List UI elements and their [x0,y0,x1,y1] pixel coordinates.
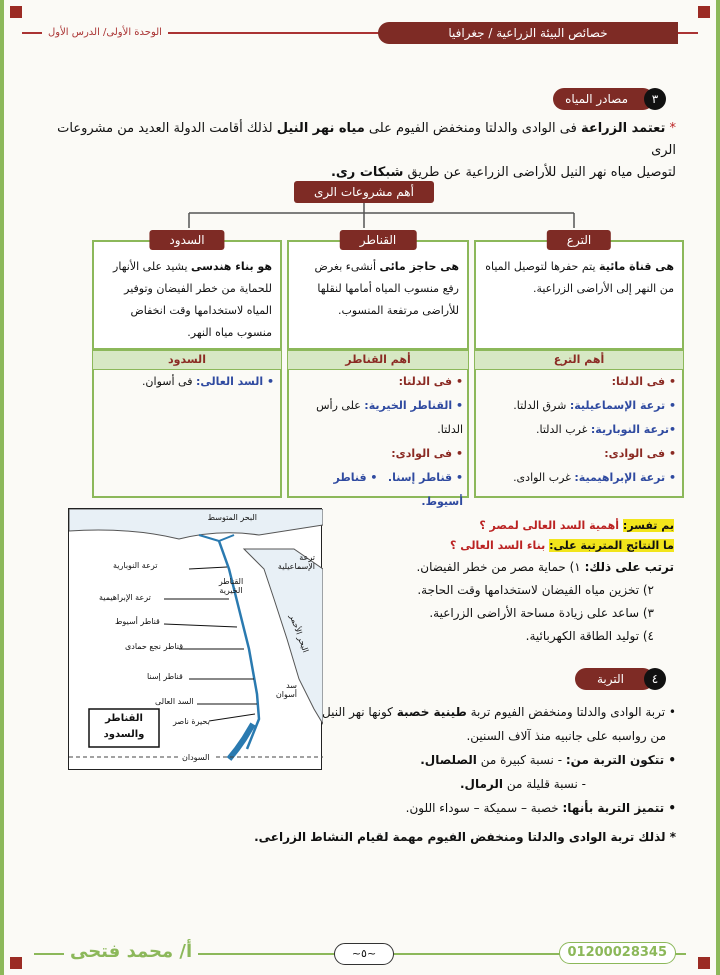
list-value: غرب الدلتا. [536,423,591,436]
list-item [293,466,463,514]
list-key: • السد العالى: [195,375,274,388]
phone-number: 01200028345 [559,942,677,964]
map-label-kheiria: القناطر الخيرية [218,577,244,595]
legend-line: القناطر [105,713,143,724]
map-label-assiut: قناطر أسيوط [115,617,160,626]
def-bold: هى قناة مائية [599,260,674,273]
intro-bold: مياه نهر النيل [276,121,365,136]
question-label: بم تفسر: [622,519,674,532]
section-3-number: ٣ [644,88,666,110]
def-bold: هى حاجز مائى [379,260,459,273]
questions-block [334,516,674,556]
canals-label: الترع [547,230,611,250]
soil-line [306,796,676,820]
list-value: فى أسوان. [141,375,196,388]
intro-text: لذلك أقامت الدولة العديد من مشروعات الرى [57,121,676,158]
list-heading: • فى الدلتا: [398,375,463,388]
intro-bold: تعتمد الزراعة [580,121,666,136]
intro-text: فى الوادى والدلتا ومنخفض الفيوم على [364,121,581,136]
canals-definition [476,242,682,306]
list-key: • القناطر الخيرية: [364,399,463,412]
def-text: يتم حفرها لتوصيل المياه من النهر إلى الأراضى الزراعية. [485,260,674,295]
soil-bold: طينية خصبة [396,705,467,719]
list-item [98,370,274,394]
legend-line: والسدود [103,729,145,740]
soil-line [306,700,676,724]
soil-conclusion: * لذلك تربة الوادى والدلتا ومنخفض الفيوم مهمة لقيام النشاط الزراعى. [254,830,676,844]
list-key: • ترعة الإبراهيمية: [574,471,676,484]
intro-text: لتوصيل مياه نهر النيل للأراضى الزراعية عن طريق [403,165,676,180]
map-label-ibrahimia: ترعة الإبراهيمية [99,593,151,602]
canals-box [474,233,684,350]
soil-text [306,700,676,820]
dams-box [92,233,282,350]
soil-text-part: كونها نهر النيل [321,705,397,719]
list-key: • ترعة الإسماعيلية: [569,399,676,412]
soil-line: من رواسبه على جانبيه منذ آلاف السنين. [466,729,666,743]
map-label-ismailia: ترعة الإسماعيلية [277,553,315,571]
section-4-number: ٤ [644,668,666,690]
soil-line [306,772,676,796]
list-item [480,394,676,418]
map-label-sudan: السودان [179,753,213,762]
consequences-list [334,556,674,648]
page-number: ~٥~ [334,943,394,965]
list-value: غرب الوادى. [513,471,575,484]
list-heading: • فى الوادى: [604,447,676,460]
map-label-nubaria: ترعة النوبارية [113,561,158,570]
map-label-aswan: سد أسوان [275,681,297,699]
projects-title: أهم مشروعات الرى [294,181,434,203]
def-bold: هو بناء هندسى [191,260,272,273]
def-text: أنشىء بغرض رفع منسوب المياه أمامها لنقلها للأراضى مرتفعة المنسوب. [314,260,459,317]
consequence-item: ١) حماية مصر من خطر الفيضان. [416,560,581,574]
list-heading: • فى الوادى: [391,447,463,460]
soil-text-part: - نسبة قليلة من [503,777,586,791]
section-3-title: مصادر المياه [553,88,654,110]
list-value: شرق الدلتا. [513,399,570,412]
intro-bold: شبكات رى. [330,165,404,180]
consequence-heading [334,556,674,579]
unit-label: الوحدة الأولى/ الدرس الأول [42,24,168,42]
map-label-nagaa: قناطر نجع حمادى [125,642,184,651]
egypt-map [68,508,322,770]
page-footer [34,941,686,967]
author-name: أ/ محمد فتحى [64,941,198,962]
list-key: • قناطر أسيوط. [333,471,463,508]
map-label-nasser: بحيرة ناصر [173,717,210,726]
list-key: • قناطر إسنا. [387,471,463,484]
barrages-box [287,233,469,350]
dams-list [98,370,274,394]
question-text: أهمية السد العالى لمصر ؟ [479,519,623,532]
soil-line [306,748,676,772]
consequence-item: ٤) توليد الطاقة الكهربائية. [525,629,654,643]
consequence-label: ترتب على ذلك: [584,560,674,574]
question-2 [334,536,674,556]
list-key: •ترعة النوبارية: [590,423,676,436]
list-value: على رأس الدلتا. [316,399,463,436]
corner-mark [10,957,22,969]
list-heading: • فى الدلتا: [611,375,676,388]
soil-text-part: • تربة الوادى والدلتا ومنخفض الفيوم تربة [466,705,676,719]
barrages-list [293,370,463,514]
barrages-definition [289,242,467,328]
list-item [293,394,463,442]
soil-bold: الرمال. [460,777,503,791]
canals-list [480,370,676,490]
def-text: يشيد على الأنهار للحماية من خطر الفيضان وتوفير المياه لاستخدامها وقت انخفاض منسوب مياه النهر. [113,260,272,339]
question-label: ما النتائج المترتبة على: [549,539,674,552]
question-1 [334,516,674,536]
corner-mark [698,957,710,969]
lesson-title: خصائص البيئة الزراعية / جغرافيا [378,22,678,44]
map-legend [89,711,159,743]
dams-definition [94,242,280,350]
soil-bold: • تتميز التربة بأنها: [562,801,676,815]
map-label-esna: قناطر إسنا [147,672,183,681]
question-text: بناء السد العالى ؟ [450,539,550,552]
dams-band: السدود [92,350,282,370]
consequence-item: ٢) تخزين مياه الفيضان لاستخدامها وقت الحاجة. [417,583,654,597]
soil-bold: • تتكون التربة من: [565,753,676,767]
map-label-sea: البحر المتوسط [207,513,257,522]
dams-label: السدود [149,230,224,250]
section-4-title: التربة [575,668,654,690]
soil-bold: الصلصال. [420,753,477,767]
soil-text-part: خصبة – سميكة – سوداء اللون. [405,801,563,815]
canals-band: أهم الترع [474,350,684,370]
map-label-highdam: السد العالى [155,697,194,706]
tree-connectors [4,0,720,240]
list-item [480,466,676,490]
barrages-band: أهم القناطر [287,350,469,370]
star-mark: * [669,121,676,136]
list-item [480,418,676,442]
map-label-redsea: البحر الأحمر [287,613,311,654]
soil-text-part: - نسبة كبيرة من [476,753,566,767]
consequence-item: ٣) ساعد على زيادة مساحة الأراضى الزراعية. [429,606,654,620]
barrages-label: القناطر [340,230,417,250]
